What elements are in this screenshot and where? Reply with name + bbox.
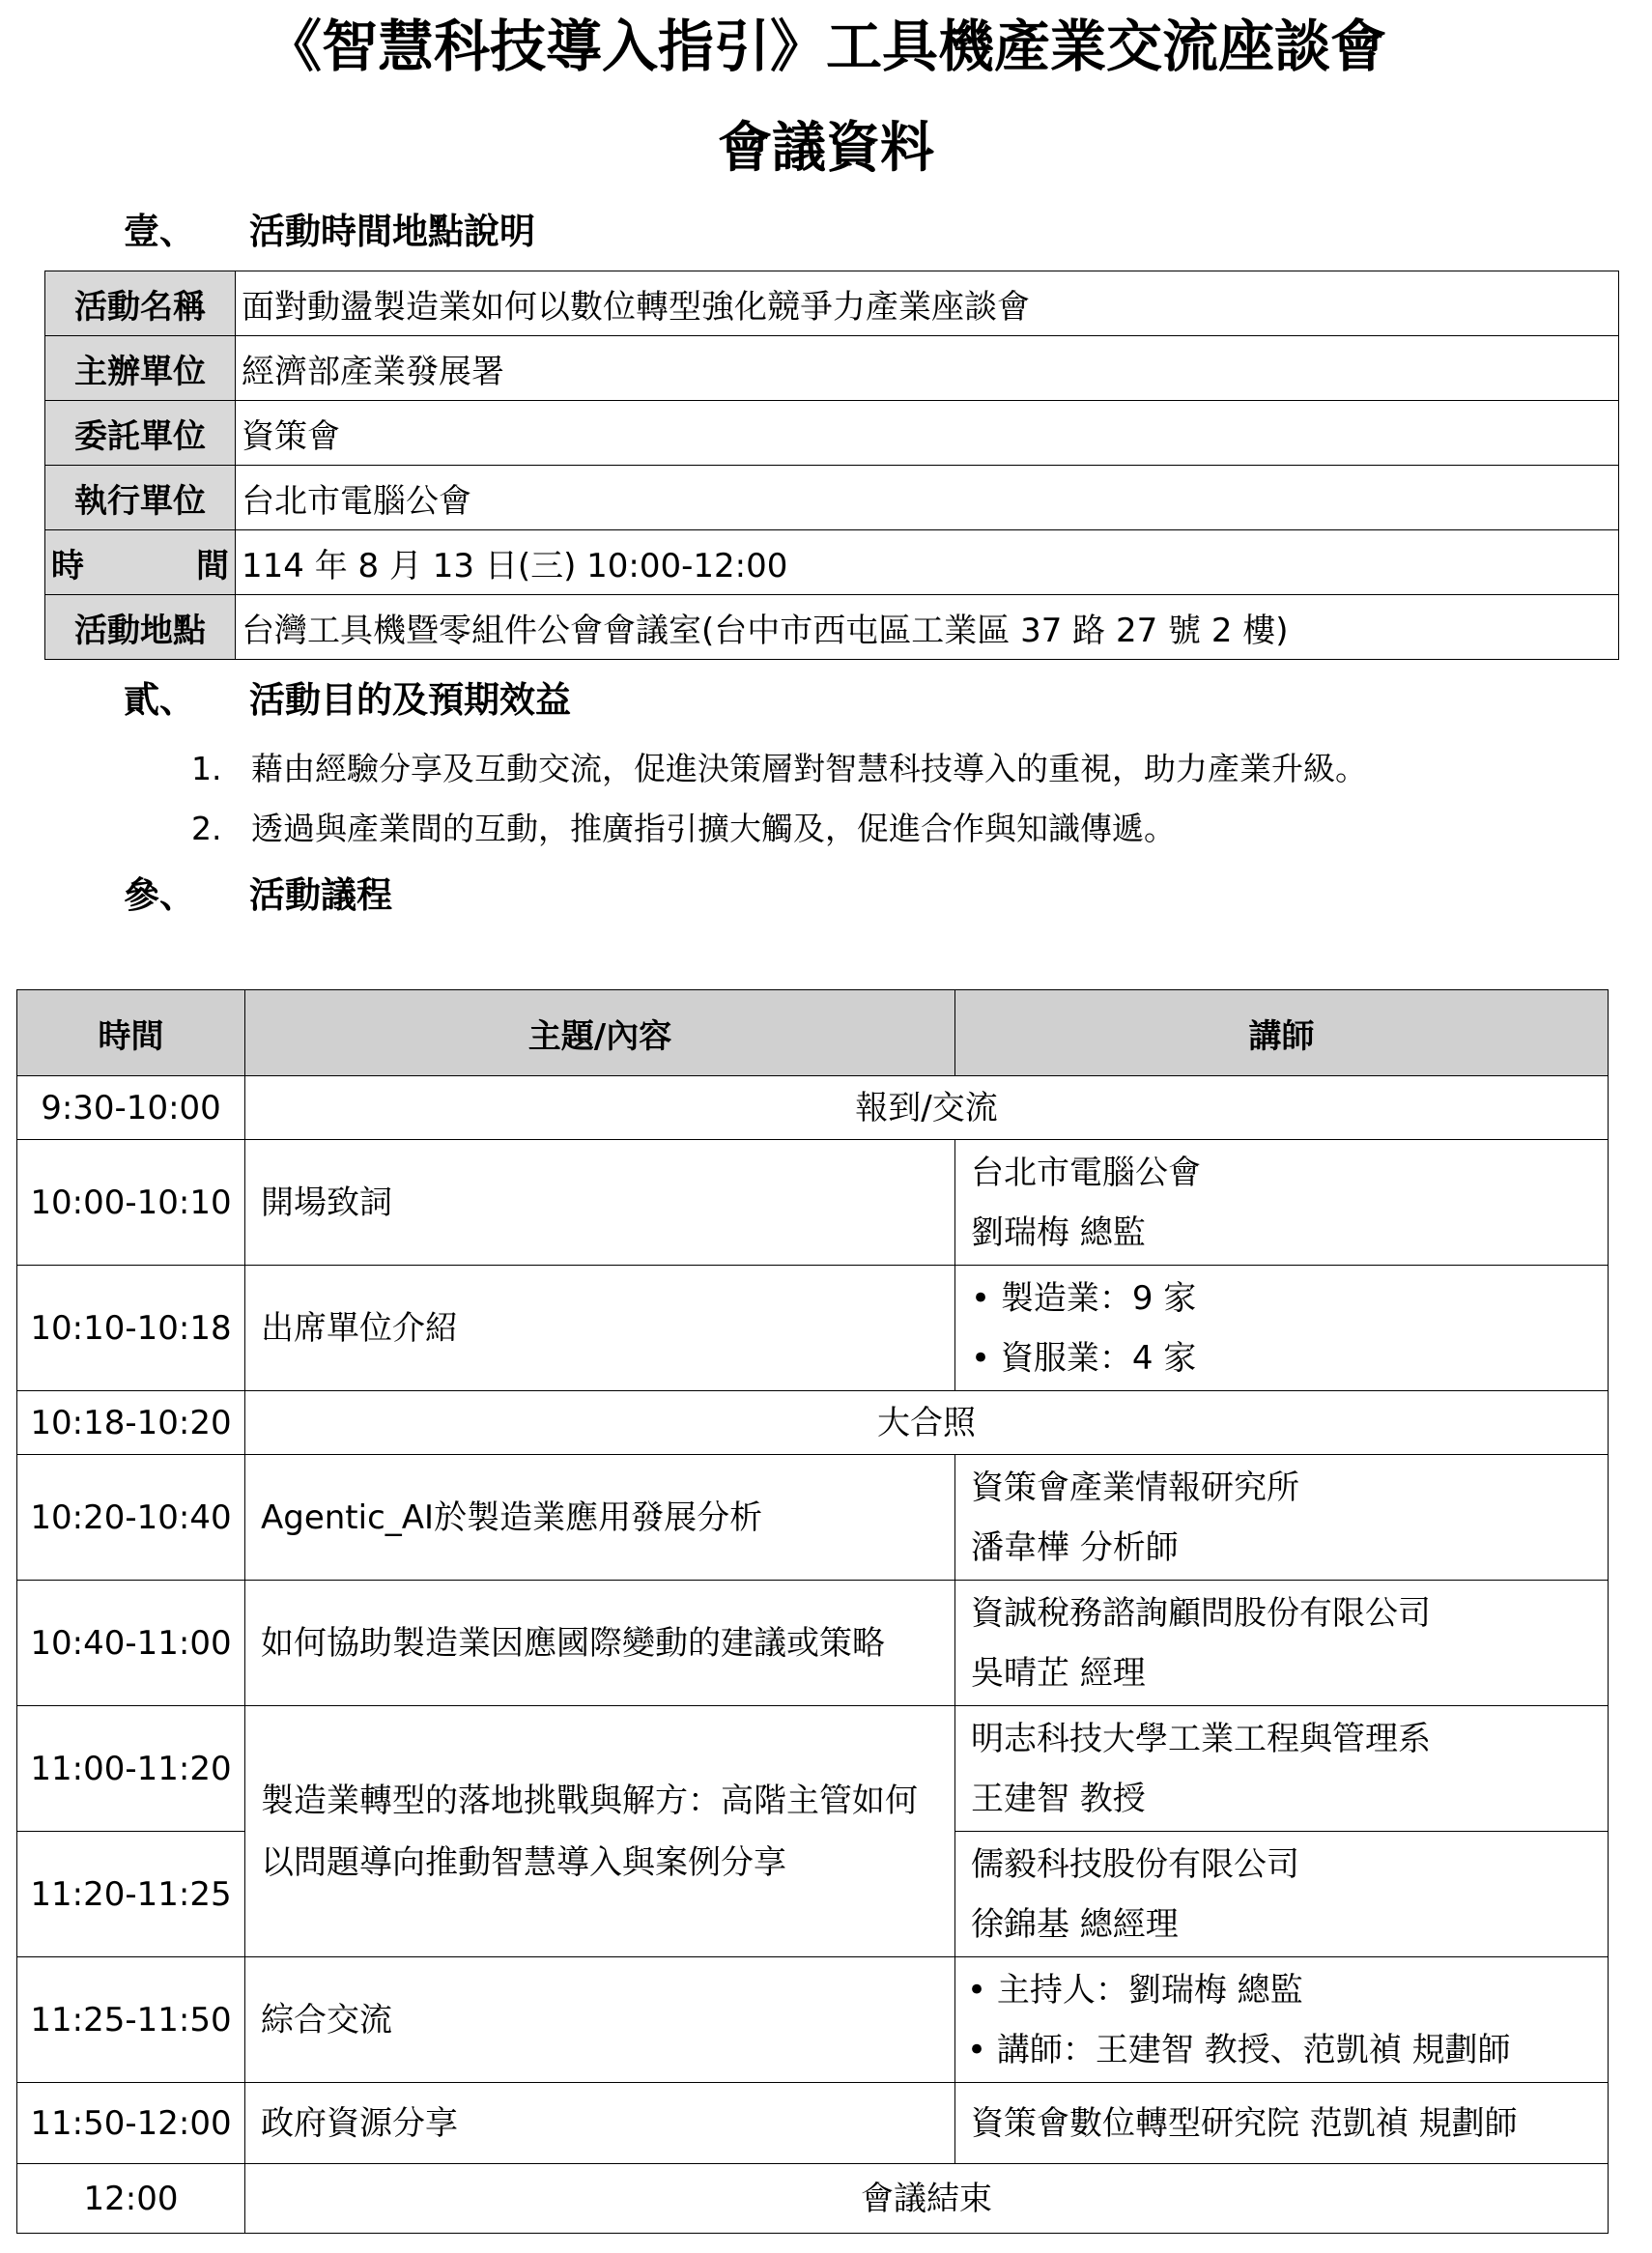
- speaker-line: 吳晴芷 經理: [971, 1653, 1146, 1693]
- agenda-row: [17, 1455, 1609, 1581]
- agenda-speaker: [955, 1266, 1609, 1391]
- section-number: 參、: [124, 874, 195, 916]
- agenda-merged-cell: 會議結束: [245, 2164, 1609, 2234]
- info-row: [45, 466, 1619, 530]
- speaker-line: 潘韋樺 分析師: [971, 1527, 1179, 1567]
- speaker-line: 儒毅科技股份有限公司: [971, 1844, 1299, 1884]
- agenda-time: 9:30-10:00: [17, 1076, 245, 1140]
- info-label: 活動名稱: [45, 271, 236, 336]
- header-topic: 主題/內容: [245, 990, 955, 1076]
- section-title: 活動議程: [249, 874, 392, 916]
- section-heading-3: [124, 870, 392, 921]
- agenda-speaker: [955, 1832, 1609, 1957]
- section-title: 活動時間地點說明: [249, 211, 535, 252]
- agenda-speaker: [955, 1455, 1609, 1581]
- info-value: 台灣工具機暨零組件公會會議室(台中市西屯區工業區 37 路 27 號 2 樓): [236, 595, 1619, 660]
- agenda-time: 11:20-11:25: [17, 1832, 245, 1957]
- agenda-row: [17, 1076, 1609, 1140]
- agenda-time: 10:00-10:10: [17, 1140, 245, 1266]
- info-label: 活動地點: [45, 595, 236, 660]
- agenda-header-row: [17, 990, 1609, 1076]
- agenda-speaker: [955, 1957, 1609, 2083]
- section-number: 壹、: [124, 211, 195, 252]
- section-number: 貳、: [124, 679, 195, 721]
- speaker-line: 資誠稅務諮詢顧問股份有限公司: [971, 1593, 1431, 1633]
- info-label: 主辦單位: [45, 336, 236, 401]
- agenda-topic: 開場致詞: [245, 1140, 955, 1266]
- agenda-time: 10:40-11:00: [17, 1581, 245, 1706]
- info-label: 時 間: [45, 530, 236, 595]
- info-label: 委託單位: [45, 401, 236, 466]
- speaker-line: 劉瑞梅 總監: [971, 1212, 1146, 1252]
- event-info-table: [44, 271, 1619, 660]
- agenda-time: 11:25-11:50: [17, 1957, 245, 2083]
- info-label: 執行單位: [45, 466, 236, 530]
- header-time: 時間: [17, 990, 245, 1076]
- agenda-time: 11:50-12:00: [17, 2083, 245, 2164]
- agenda-table: [16, 989, 1609, 2234]
- agenda-time: 10:18-10:20: [17, 1391, 245, 1455]
- agenda-topic: 製造業轉型的落地挑戰與解方：高階主管如何以問題導向推動智慧導入與案例分享: [245, 1706, 955, 1957]
- agenda-row: [17, 1266, 1609, 1391]
- agenda-row: [17, 1391, 1609, 1455]
- info-value: 台北市電腦公會: [236, 466, 1619, 530]
- agenda-topic: 政府資源分享: [245, 2083, 955, 2164]
- info-row: [45, 401, 1619, 466]
- agenda-speaker: [955, 1581, 1609, 1706]
- objective-text: 藉由經驗分享及互動交流，促進決策層對智慧科技導入的重視，助力產業升級。: [251, 750, 1367, 787]
- agenda-row: [17, 1581, 1609, 1706]
- agenda-row: [17, 1706, 1609, 1832]
- header-speaker: 講師: [955, 990, 1609, 1076]
- speaker-line: • 主持人：劉瑞梅 總監: [967, 1970, 1303, 2010]
- speaker-line: 明志科技大學工業工程與管理系: [971, 1719, 1431, 1758]
- speaker-line: • 製造業：9 家: [971, 1278, 1197, 1318]
- section-heading-2: [124, 675, 571, 726]
- speaker-line: 王建智 教授: [971, 1779, 1146, 1818]
- agenda-row: [17, 1957, 1609, 2083]
- info-value: 資策會: [236, 401, 1619, 466]
- agenda-topic: Agentic_AI於製造業應用發展分析: [245, 1455, 955, 1581]
- agenda-topic: 出席單位介紹: [245, 1266, 955, 1391]
- agenda-topic: 如何協助製造業因應國際變動的建議或策略: [245, 1581, 955, 1706]
- agenda-row: [17, 1140, 1609, 1266]
- info-value: 114 年 8 月 13 日(三) 10:00-12:00: [236, 530, 1619, 595]
- agenda-time: 12:00: [17, 2164, 245, 2234]
- document-title: 《智慧科技導入指引》工具機產業交流座談會: [265, 14, 1386, 79]
- objective-item: [191, 805, 1176, 853]
- agenda-time: 10:20-10:40: [17, 1455, 245, 1581]
- agenda-merged-cell: 報到/交流: [245, 1076, 1609, 1140]
- speaker-line: • 資服業：4 家: [971, 1338, 1197, 1378]
- agenda-merged-cell: 大合照: [245, 1391, 1609, 1455]
- agenda-speaker: [955, 1706, 1609, 1832]
- agenda-topic: 綜合交流: [245, 1957, 955, 2083]
- agenda-time: 11:00-11:20: [17, 1706, 245, 1832]
- speaker-line: 資策會產業情報研究所: [971, 1468, 1299, 1507]
- section-title: 活動目的及預期效益: [249, 679, 571, 721]
- agenda-row: [17, 2083, 1609, 2164]
- info-row: [45, 530, 1619, 595]
- agenda-time: 10:10-10:18: [17, 1266, 245, 1391]
- agenda-row: [17, 2164, 1609, 2234]
- agenda-speaker: 資策會數位轉型研究院 范凱禎 規劃師: [955, 2083, 1609, 2164]
- document-subtitle: 會議資料: [718, 117, 934, 180]
- info-value: 經濟部產業發展署: [236, 336, 1619, 401]
- agenda-speaker: [955, 1140, 1609, 1266]
- info-row: [45, 271, 1619, 336]
- objective-number: 2.: [191, 810, 222, 847]
- info-row: [45, 595, 1619, 660]
- section-heading-1: [124, 207, 535, 257]
- objective-item: [191, 745, 1367, 793]
- speaker-line: 徐錦基 總經理: [971, 1904, 1179, 1944]
- speaker-line: • 講師：王建智 教授、范凱禎 規劃師: [967, 2030, 1511, 2069]
- info-row: [45, 336, 1619, 401]
- info-value: 面對動盪製造業如何以數位轉型強化競爭力產業座談會: [236, 271, 1619, 336]
- speaker-line: 台北市電腦公會: [971, 1153, 1201, 1192]
- objective-text: 透過與產業間的互動，推廣指引擴大觸及，促進合作與知識傳遞。: [251, 810, 1176, 847]
- objective-number: 1.: [191, 750, 222, 787]
